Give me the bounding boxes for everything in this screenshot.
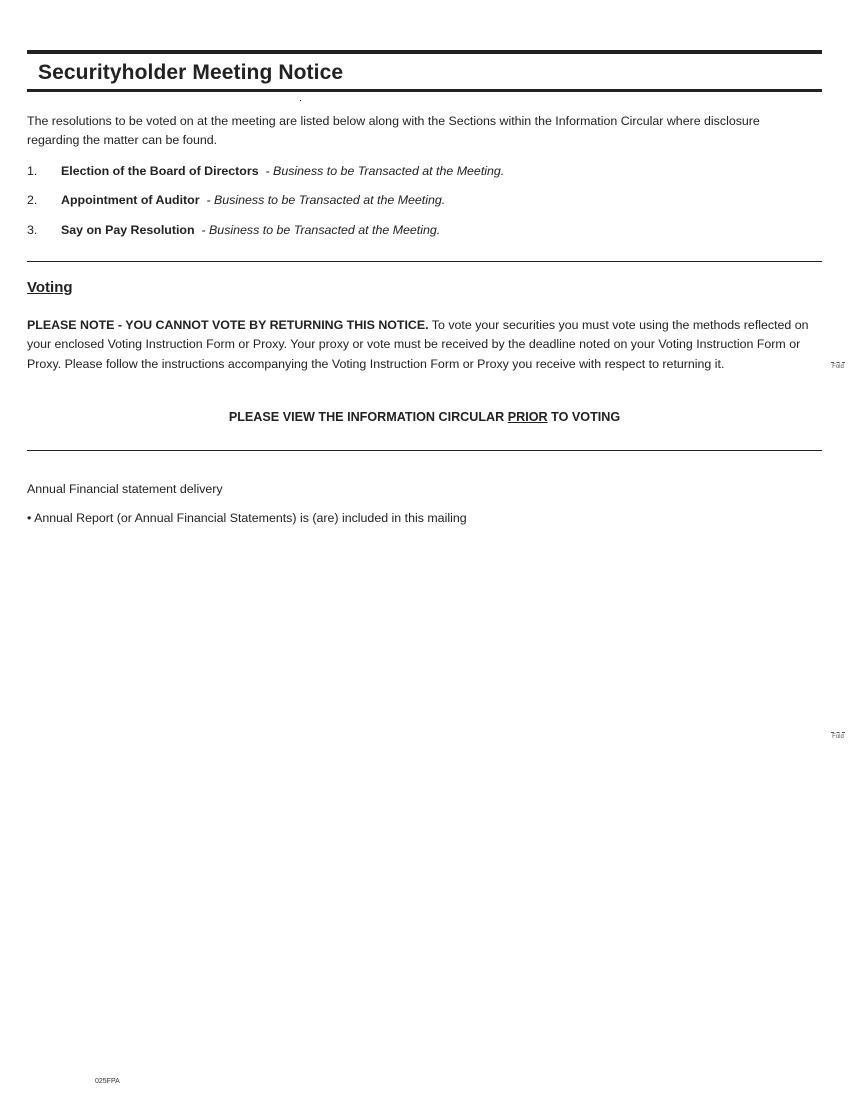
- fold-mark: [830, 362, 846, 370]
- view-circular-notice: [27, 410, 822, 424]
- intro-text: The resolutions to be voted on at the meeting are listed below along with the Sections within the Information Circular where disclosure regarding the matter can be found.: [27, 114, 760, 147]
- resolution-item: [27, 222, 440, 238]
- tick-mark: [300, 100, 301, 101]
- voting-notice-bold: PLEASE NOTE - YOU CANNOT VOTE BY RETURNING THIS NOTICE.: [27, 318, 429, 332]
- resolution-section: - Business to be Transacted at the Meeting.: [201, 223, 441, 237]
- resolution-section: - Business to be Transacted at the Meeting.: [265, 164, 505, 178]
- delivery-item: • Annual Report (or Annual Financial Statements) is (are) included in this mailing: [27, 511, 467, 525]
- fold-label: Fold: [832, 734, 844, 740]
- resolution-number: 2.: [27, 193, 38, 207]
- view-circular-emphasis: PRIOR: [507, 410, 548, 424]
- fold-dash: [831, 732, 845, 733]
- voting-notice: [27, 316, 819, 374]
- resolution-name: Election of the Board of Directors: [61, 164, 259, 178]
- view-circular-suffix: TO VOTING: [547, 410, 621, 424]
- title-bar: [27, 50, 822, 92]
- resolution-number: 3.: [27, 223, 38, 237]
- fold-mark: [830, 732, 846, 740]
- resolution-number: 1.: [27, 164, 38, 178]
- resolution-section: - Business to be Transacted at the Meeting.: [206, 193, 446, 207]
- section-divider: [27, 261, 822, 262]
- voting-notice-text: To vote your securities you must vote using the methods reflected on your enclosed Voting Instruction Form or Proxy. Your proxy or vote must be received by the deadline noted on your Voting Instruction Form or Proxy. Please follow the instructions accompanying the Voting Instruction Form or Proxy you receive with respect to returning it.: [27, 318, 809, 371]
- resolution-item: [27, 192, 445, 208]
- voting-heading: Voting: [27, 279, 73, 296]
- view-circular-prefix: PLEASE VIEW THE INFORMATION CIRCULAR: [228, 410, 508, 424]
- fold-dash: [831, 362, 845, 363]
- resolution-item: [27, 163, 504, 179]
- resolution-name: Say on Pay Resolution: [61, 223, 195, 237]
- page-title: Securityholder Meeting Notice: [38, 61, 344, 84]
- fold-label: Fold: [832, 364, 844, 370]
- resolution-name: Appointment of Auditor: [61, 193, 200, 207]
- section-divider: [27, 450, 822, 451]
- footer-code: 025FPA: [95, 1078, 120, 1085]
- delivery-heading: Annual Financial statement delivery: [27, 482, 223, 496]
